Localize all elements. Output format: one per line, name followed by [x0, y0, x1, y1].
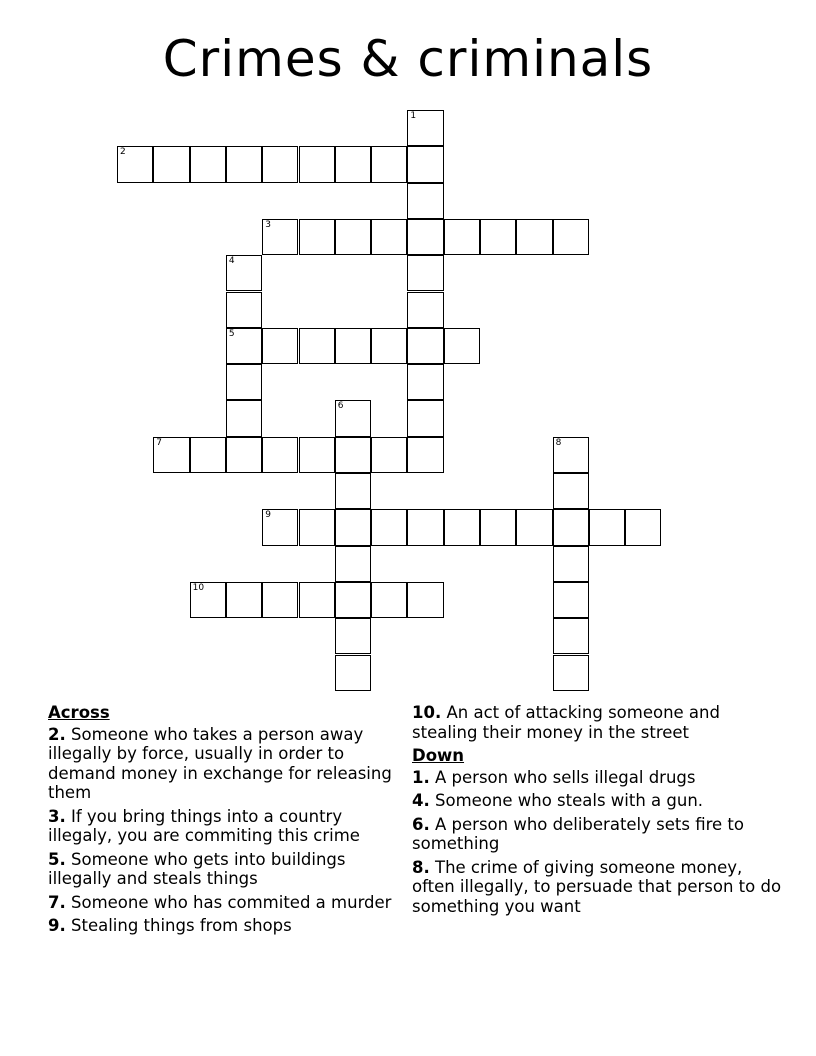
clue-number: 5.	[48, 849, 66, 869]
clue-number-label: 8	[555, 437, 562, 448]
down-heading: Down	[412, 746, 465, 765]
across-clue-2	[48, 725, 398, 803]
grid-cell[interactable]	[226, 400, 262, 436]
clue-number-label: 3	[265, 219, 271, 230]
grid-cell[interactable]	[153, 146, 189, 182]
clue-text: Someone who gets into buildings illegally and steals things	[48, 849, 346, 888]
grid-cell[interactable]	[335, 473, 371, 509]
clue-number-label: 2	[120, 147, 126, 158]
grid-cell[interactable]	[407, 146, 443, 182]
clue-text: Someone who steals with a gun.	[435, 791, 704, 810]
clue-number-label: 5	[228, 328, 235, 339]
grid-cell[interactable]	[625, 509, 661, 545]
grid-cell[interactable]	[553, 618, 589, 654]
clue-text: The crime of giving someone money, often illegally, to persuade that person to do something you want	[412, 857, 782, 916]
grid-cell[interactable]	[444, 328, 480, 364]
clue-text: An act of attacking someone and stealing their money in the street	[412, 703, 720, 742]
grid-cell[interactable]	[371, 509, 407, 545]
grid-cell[interactable]	[335, 219, 371, 255]
grid-cell[interactable]	[262, 437, 298, 473]
grid-cell[interactable]	[226, 255, 262, 291]
grid-cell[interactable]	[407, 110, 443, 146]
grid-cell[interactable]	[407, 582, 443, 618]
grid-cell[interactable]	[262, 509, 298, 545]
grid-cell[interactable]	[335, 546, 371, 582]
across-clue-10	[412, 703, 782, 742]
clue-number-label: 10	[192, 582, 205, 593]
clue-number-label: 4	[228, 256, 235, 267]
clue-text: A person who sells illegal drugs	[435, 767, 696, 787]
grid-cell[interactable]	[553, 509, 589, 545]
grid-cell[interactable]	[516, 509, 552, 545]
grid-cell[interactable]	[262, 582, 298, 618]
grid-cell[interactable]	[226, 364, 262, 400]
grid-cell[interactable]	[407, 292, 443, 328]
grid-cell[interactable]	[516, 219, 552, 255]
grid-cell[interactable]	[589, 509, 625, 545]
clues-right-column	[412, 703, 782, 920]
clue-number: 6.	[412, 814, 430, 834]
grid-cell[interactable]	[407, 400, 443, 436]
grid-cell[interactable]	[553, 437, 589, 473]
across-clue-3	[48, 807, 398, 846]
grid-cell[interactable]	[407, 255, 443, 291]
grid-cell[interactable]	[407, 437, 443, 473]
clue-number: 10.	[412, 703, 442, 722]
grid-cell[interactable]	[371, 328, 407, 364]
clue-number-label: 7	[156, 437, 163, 448]
grid-cell[interactable]	[553, 473, 589, 509]
across-heading: Across	[48, 703, 110, 722]
across-clue-9	[48, 916, 398, 936]
grid-cell[interactable]	[190, 437, 226, 473]
clue-number: 1.	[412, 767, 430, 787]
grid-cell[interactable]	[262, 146, 298, 182]
clue-number: 2.	[48, 724, 66, 744]
grid-cell[interactable]	[299, 509, 335, 545]
down-clue-6	[412, 815, 782, 854]
grid-cell[interactable]	[371, 437, 407, 473]
grid-cell[interactable]	[190, 582, 226, 618]
grid-cell[interactable]	[444, 219, 480, 255]
grid-cell[interactable]	[226, 437, 262, 473]
grid-cell[interactable]	[553, 655, 589, 691]
grid-cell[interactable]	[226, 292, 262, 328]
grid-cell[interactable]	[226, 328, 262, 364]
grid-cell[interactable]	[335, 509, 371, 545]
grid-cell[interactable]	[262, 328, 298, 364]
grid-cell[interactable]	[407, 219, 443, 255]
grid-cell[interactable]	[371, 582, 407, 618]
grid-cell[interactable]	[226, 582, 262, 618]
grid-cell[interactable]	[407, 364, 443, 400]
page-title: Crimes & criminals	[162, 30, 654, 88]
grid-cell[interactable]	[407, 183, 443, 219]
grid-cell[interactable]	[190, 146, 226, 182]
grid-cell[interactable]	[117, 146, 153, 182]
clue-text: If you bring things into a country illegaly, you are commiting this crime	[48, 806, 360, 845]
clue-text: A person who deliberately sets fire to something	[412, 814, 744, 853]
clue-text: Someone who has commited a murder	[71, 892, 392, 912]
grid-cell[interactable]	[335, 655, 371, 691]
grid-cell[interactable]	[335, 582, 371, 618]
grid-cell[interactable]	[335, 437, 371, 473]
clue-number-label: 1	[410, 111, 417, 121]
grid-cell[interactable]	[553, 582, 589, 618]
grid-cell[interactable]	[262, 219, 298, 255]
grid-cell[interactable]	[299, 582, 335, 618]
grid-cell[interactable]	[226, 146, 262, 182]
grid-cell[interactable]	[407, 328, 443, 364]
grid-cell[interactable]	[407, 509, 443, 545]
clue-number: 8.	[412, 857, 430, 877]
across-clue-7	[48, 893, 398, 913]
clue-number-label: 6	[337, 401, 344, 412]
down-clue-8	[412, 858, 782, 917]
down-clue-1	[412, 768, 782, 788]
grid-cell[interactable]	[299, 437, 335, 473]
grid-cell[interactable]	[553, 219, 589, 255]
grid-cell[interactable]	[335, 328, 371, 364]
grid-cell[interactable]	[153, 437, 189, 473]
clue-text: Someone who takes a person away illegally by force, usually in order to demand money in exchange for releasing them	[48, 724, 392, 802]
grid-cell[interactable]	[335, 400, 371, 436]
down-clue-4	[412, 791, 782, 811]
clues-left-column	[48, 703, 398, 940]
grid-cell[interactable]	[335, 146, 371, 182]
grid-cell[interactable]	[444, 509, 480, 545]
grid-cell[interactable]	[299, 328, 335, 364]
clue-number-label: 9	[265, 510, 271, 521]
grid-cell[interactable]	[371, 146, 407, 182]
grid-cell[interactable]	[335, 618, 371, 654]
clue-text: Stealing things from shops	[71, 916, 292, 935]
clue-number: 3.	[48, 806, 66, 826]
clue-number: 7.	[48, 892, 66, 912]
clue-number: 9.	[48, 916, 66, 935]
grid-cell[interactable]	[371, 219, 407, 255]
grid-cell[interactable]	[299, 219, 335, 255]
grid-cell[interactable]	[553, 546, 589, 582]
grid-cell[interactable]	[299, 146, 335, 182]
grid-cell[interactable]	[480, 219, 516, 255]
clue-number: 4.	[412, 791, 430, 810]
across-clue-5	[48, 850, 398, 889]
grid-cell[interactable]	[480, 509, 516, 545]
